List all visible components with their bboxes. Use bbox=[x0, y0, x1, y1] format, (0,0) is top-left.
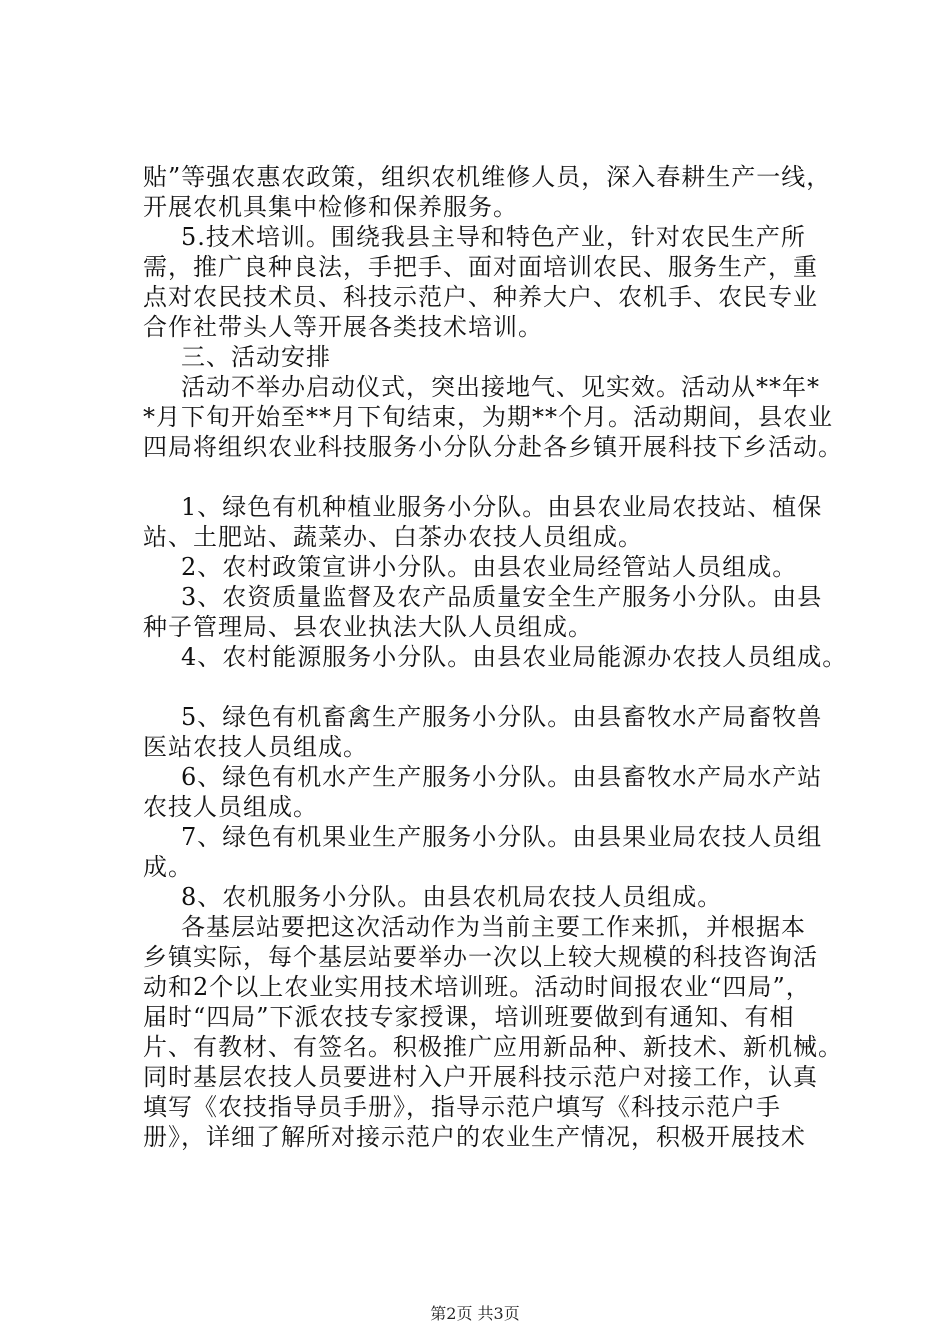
text-line: 站、土肥站、蔬菜办、白茶办农技人员组成。 bbox=[143, 523, 643, 551]
text-line: 届时“四局”下派农技专家授课，培训班要做到有通知、有相 bbox=[143, 1003, 795, 1031]
text-line: 1、绿色有机种植业服务小分队。由县农业局农技站、植保 bbox=[181, 493, 823, 521]
text-line: 填写《农技指导员手册》，指导示范户填写《科技示范户手 bbox=[143, 1093, 781, 1121]
text-line: 4、农村能源服务小分队。由县农业局能源办农技人员组成。 bbox=[181, 643, 848, 671]
blank-line bbox=[143, 672, 833, 702]
text-line: 点对农民技术员、科技示范户、种养大户、农机手、农民专业 bbox=[143, 283, 818, 311]
text-line: 开展农机具集中检修和保养服务。 bbox=[143, 193, 518, 221]
text-line: 同时基层农技人员要进村入户开展科技示范户对接工作，认真 bbox=[143, 1063, 818, 1091]
text-line: 农技人员组成。 bbox=[143, 793, 318, 821]
text-line: 需，推广良种良法，手把手、面对面培训农民、服务生产，重 bbox=[143, 253, 818, 281]
text-line: 乡镇实际，每个基层站要举办一次以上较大规模的科技咨询活 bbox=[143, 943, 818, 971]
text-line: 活动不举办启动仪式，突出接地气、见实效。活动从**年* bbox=[181, 373, 820, 401]
text-line: 册》，详细了解所对接示范户的农业生产情况，积极开展技术 bbox=[143, 1123, 806, 1151]
blank-line bbox=[143, 462, 833, 492]
text-line: *月下旬开始至**月下旬结束，为期**个月。活动期间，县农业 bbox=[143, 403, 833, 431]
text-line: 动和2个以上农业实用技术培训班。活动时间报农业“四局”， bbox=[143, 973, 811, 1001]
text-line: 8、农机服务小分队。由县农机局农技人员组成。 bbox=[181, 883, 723, 911]
text-line: 种子管理局、县农业执法大队人员组成。 bbox=[143, 613, 593, 641]
text-line: 5.技术培训。围绕我县主导和特色产业，针对农民生产所 bbox=[181, 223, 806, 251]
document-body bbox=[143, 162, 848, 1152]
text-line: 医站农技人员组成。 bbox=[143, 733, 368, 761]
text-line: 7、绿色有机果业生产服务小分队。由县果业局农技人员组 bbox=[181, 823, 823, 851]
text-line: 3、农资质量监督及农产品质量安全生产服务小分队。由县 bbox=[181, 583, 823, 611]
text-line: 贴”等强农惠农政策，组织农机维修人员，深入春耕生产一线， bbox=[143, 163, 832, 191]
text-line: 合作社带头人等开展各类技术培训。 bbox=[143, 313, 543, 341]
text-line: 6、绿色有机水产生产服务小分队。由县畜牧水产局水产站 bbox=[181, 763, 823, 791]
text-line: 成。 bbox=[143, 853, 193, 881]
text-line: 片、有教材、有签名。积极推广应用新品种、新技术、新机械。 bbox=[143, 1033, 843, 1061]
text-line: 各基层站要把这次活动作为当前主要工作来抓，并根据本 bbox=[181, 913, 806, 941]
page-number-footer: 第2页 共3页 bbox=[430, 1304, 520, 1323]
text-line: 四局将组织农业科技服务小分队分赴各乡镇开展科技下乡活动。 bbox=[143, 433, 843, 461]
section-heading: 三、活动安排 bbox=[181, 343, 331, 371]
text-line: 5、绿色有机畜禽生产服务小分队。由县畜牧水产局畜牧兽 bbox=[181, 703, 823, 731]
text-line: 2、农村政策宣讲小分队。由县农业局经管站人员组成。 bbox=[181, 553, 798, 581]
